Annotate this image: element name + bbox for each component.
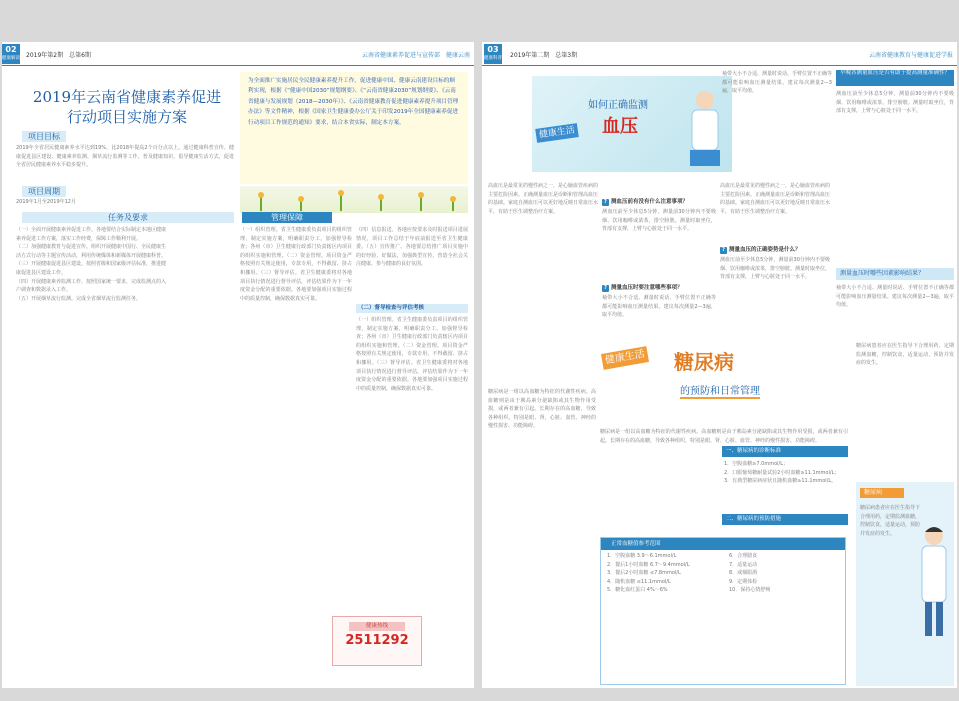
- diabetes-sidebar: [856, 482, 954, 686]
- hotline-label: 健康热线: [349, 622, 405, 631]
- hotline-box: [332, 616, 422, 666]
- sidebar-header: 糖尿病: [860, 488, 904, 498]
- prevention-header: 二、糖尿病的预防措施: [722, 514, 848, 525]
- spacer: [722, 536, 852, 538]
- blood-pressure-banner: [532, 76, 732, 172]
- task-item: （四）开展健康素养监测工作。按照国家统一要求，完成监测点的入户调查和数据录入工作。: [16, 278, 166, 294]
- table-row: 6．合理膳食: [729, 553, 758, 559]
- diabetes-intro-text: 糖尿病是一组以高血糖为特征的代谢性疾病。高血糖则是由于胰岛素分泌缺陷或其生物作用受损，或两者兼有引起。长期存在的高血糖，导致各种组织，特别是眼、肾、心脏、血管、神经的慢性损害、功能障碍。: [600, 429, 848, 444]
- diabetes-banner: [600, 332, 814, 424]
- bp-text-top: 袖带大小不合适、测量时说话、手臂位置不正确等都可能影响血压测量结果。建议每次测量2—3遍，取平均值。: [722, 71, 832, 95]
- issue-info: 2019年第二期 总第3期: [510, 52, 578, 59]
- page-number-badge: 02 健康解读: [2, 44, 20, 64]
- banner-tag: 健康生活: [535, 123, 579, 143]
- section-bar-goal: 项目目标: [22, 131, 66, 142]
- section-info: 云南省健康素养促进与宣传部 健康云南: [361, 52, 470, 59]
- side-text-1: 测血压前至少休息5分钟，测量前30分钟内不要吸烟、饮用咖啡或浓茶，排空膀胱。测量时取坐位，背部有支撑，上臂与心脏处于同一水平。: [836, 91, 954, 115]
- doctor-icon: [916, 522, 952, 642]
- diagnosis-header: 一、糖尿病的诊断标准: [722, 446, 848, 457]
- task-item: （三）开展健康促进县区建设。按照省级和国家级评估标准，推进健康促进县区建设工作。: [16, 261, 166, 276]
- management-text: （一）组织管理。省卫生健康委负责项目的组织管理，制定实施方案，明确职责分工，加强督导检查；各州（市）卫生健康行政部门负责辖区内项目的组织实施和管理。（二）资金管理。项目资金严格按照有关规定使用，专款专用，不得截留、挤占和挪用。（三）督导评估。省卫生健康委将对各地项目执行情况进行督导评估，评估结果作为下一年度资金分配的重要依据。各地要加强项目实施过程中的质量控制，确保数据真实可靠。: [240, 227, 352, 302]
- goal-text: 2019年全省居民健康素养水平达到19%，比2018年提高2个百分点以上。通过健康科普宣传、健康促进县区建设、健康素养监测、烟草流行监测等工作，普及健康知识，倡导健康生活方式，促进全省居民健康素养水平稳步提升。: [16, 145, 234, 169]
- bp-intro-text: 高血压是最常见的慢性病之一，是心脑血管疾病的主要危险因素。正确测量血压是诊断和管理高血压的基础。家庭自测血压可以更好地反映日常血压水平，有助于医生调整治疗方案。: [488, 183, 598, 215]
- page-header: [482, 42, 957, 66]
- title-line-2: 行动项目实施方案: [66, 108, 187, 126]
- task-list: [16, 226, 166, 686]
- table-header: 正常血糖值参考范围: [601, 538, 845, 550]
- table-row: 9．定期体检: [729, 578, 758, 585]
- diabetes-right-intro: 糖尿病患者应在医生指导下合理用药，定期监测血糖，控制饮食，适量运动，预防并发症的发生。: [856, 343, 954, 367]
- left-page: [2, 42, 474, 688]
- hotline-number: 2511292: [345, 633, 409, 648]
- banner-title-b: 的预防和日常管理: [680, 382, 760, 399]
- list-item: 3．有典型糖尿病症状且随机血糖≥11.1mmol/L。: [724, 478, 837, 485]
- diabetes-col1-text: 糖尿病是一组以高血糖为特征的代谢性疾病。高血糖则是由于胰岛素分泌缺陷或其生物作用受损，或两者兼有引起。长期存在的高血糖，导致各种组织，特别是眼、肾、心脏、血管、神经的慢性损害、功能障碍。: [488, 389, 596, 430]
- diagnosis-list: [724, 460, 848, 510]
- banner-title-a: 糖尿病: [674, 350, 734, 374]
- column-header-management: 管理保障: [242, 212, 332, 223]
- right-page: [482, 42, 957, 688]
- table-row: 10．保持心情舒畅: [729, 587, 771, 594]
- issue-info: 2019年第2期 总第6期: [26, 52, 91, 59]
- task-item: （一）全面开展健康素养促进工作。各地要结合实际制定本地区健康素养促进工作方案，落实工作经费，保障工作顺利开展。: [16, 227, 166, 242]
- bp-answer-3: 测血压前至少休息5分钟，测量前30分钟内不要吸烟、饮用咖啡或浓茶，排空膀胱。测量时取坐位，背部有支撑，上臂与心脏处于同一水平。: [720, 257, 830, 281]
- bp-question-3: ? 测量血压的正确姿势是什么？: [720, 246, 830, 255]
- side-header-2: 测量血压时哪些因素影响结果？: [836, 268, 954, 280]
- task-item: （五）开展烟草流行监测。完成全省烟草流行监测任务。: [16, 295, 142, 302]
- section-bar-period: 项目周期: [22, 186, 66, 197]
- sub-heading-supervision: （二）督导检查与评估考核: [356, 304, 468, 313]
- table-column-left: [607, 552, 719, 595]
- table-row: 4．随机血糖 ≤11.1mmol/L: [607, 578, 671, 585]
- table-row: 7．适量运动: [729, 561, 758, 568]
- diagnosis-section: [722, 446, 850, 536]
- table-row: 3．餐后2小时血糖 ≤7.8mmol/L: [607, 570, 681, 577]
- page-number-badge: 03 健康科普: [484, 44, 502, 64]
- reference-table: [600, 537, 846, 685]
- supervision-text: （一）组织管理。省卫生健康委负责项目的组织管理，制定实施方案，明确职责分工，加强督导检查；各州（市）卫生健康行政部门负责辖区内项目的组织实施和管理。（二）资金管理。项目资金严格按照有关规定使用，专款专用，不得截留、挤占和挪用。（三）督导评估。省卫生健康委将对各地项目执行情况进行督导评估，评估结果作为下一年度资金分配的重要依据。各地要加强项目实施过程中的质量控制，确保数据真实可靠。: [356, 317, 468, 392]
- bp-text-col3: 高血压是最常见的慢性病之一，是心脑血管疾病的主要危险因素。正确测量血压是诊断和管理高血压的基础。家庭自测血压可以更好地反映日常血压水平，有助于医生调整治疗方案。: [720, 183, 830, 215]
- table-row: 5．糖化血红蛋白 4%～6%: [607, 587, 668, 594]
- table-row: 1．空腹血糖 3.9～6.1mmol/L: [607, 553, 677, 559]
- section-bar-tasks: 任务及要求: [22, 212, 234, 223]
- bp-answer-1: 测血压前至少休息5分钟，测量前30分钟内不要吸烟、饮用咖啡或浓茶，排空膀胱。测量时取坐位，背部有支撑，上臂与心脏处于同一水平。: [602, 209, 716, 233]
- table-row: 8．戒烟限酒: [729, 570, 758, 577]
- list-item: 2．口服葡萄糖耐量试验2小时血糖≥11.1mmol/L；: [724, 469, 840, 476]
- notice-box: 为全面推广实施居民全民健康素养提升工作，促进健康中国、健康云南建设目标的顺利实现，根据《“健康中国2030”规划纲要》、《“云南省健康2030”规划纲要》、《云南省健康与发展规划（2018—2030年）》、《云南省健康教育促进健康素养提升项目管理办法》等文件精神，根据《国家卫生健康委办公厅关于印发2019年全国健康素养促进行动项目工作规范的通知》要求，结合本省实际，制定本方案。: [240, 72, 468, 184]
- bp-question-2: ? 测量血压时要注意哪些事项？: [602, 284, 716, 293]
- sidebar-text: 糖尿病患者应在医生指导下合理用药，定期监测血糖，控制饮食，适量运动，预防并发症的发生。: [860, 505, 920, 537]
- banner-title-b: 血压: [602, 116, 638, 137]
- page-title: [22, 87, 232, 127]
- banner-tag: 健康生活: [601, 346, 649, 370]
- side-text-2: 袖带大小不合适、测量时说话、手臂位置不正确等都可能影响血压测量结果。建议每次测量2—3遍，取平均值。: [836, 285, 954, 309]
- banner-title-a: 如何正确监测: [588, 100, 648, 111]
- period-text: 2019年1月至2019年12月: [16, 199, 76, 205]
- task-item: （二）加强健康教育与促进宣传。组织开展健康中国行、全民健康生活方式行动等主题宣传活动，利用传统媒体和新媒体开展健康科普。: [16, 244, 166, 259]
- section-info: 云南省健康教育与健康促进学报: [868, 52, 953, 59]
- table-row: 2．餐后1小时血糖 6.7～9.4mmol/L: [607, 561, 690, 568]
- list-item: 1．空腹血糖≥7.0mmol/L；: [724, 461, 788, 467]
- table-column-right: [729, 552, 841, 595]
- title-line-1: 2019年云南省健康素养促进: [32, 88, 222, 106]
- plants-illustration: [240, 186, 468, 213]
- bp-question-1: ? 测血压前有没有什么注意事项？: [602, 198, 716, 207]
- bp-answer-2: 袖带大小不合适、测量时说话、手臂位置不正确等都可能影响血压测量结果。建议每次测量2—3遍，取平均值。: [602, 295, 716, 319]
- info-text: （四）信息报送。各地应按要求及时报送项目进展情况，项目工作总结于年底前报送至省卫生健康委。（五）宣传推广。各地要总结推广项目实施中的好经验、好做法，加强典型宣传，营造全社会关注健康、参与健康的良好氛围。: [356, 227, 468, 268]
- page-header: [2, 42, 474, 66]
- side-header-1: 早晚各测量血压是否有助于提高测量准确性？: [836, 70, 954, 86]
